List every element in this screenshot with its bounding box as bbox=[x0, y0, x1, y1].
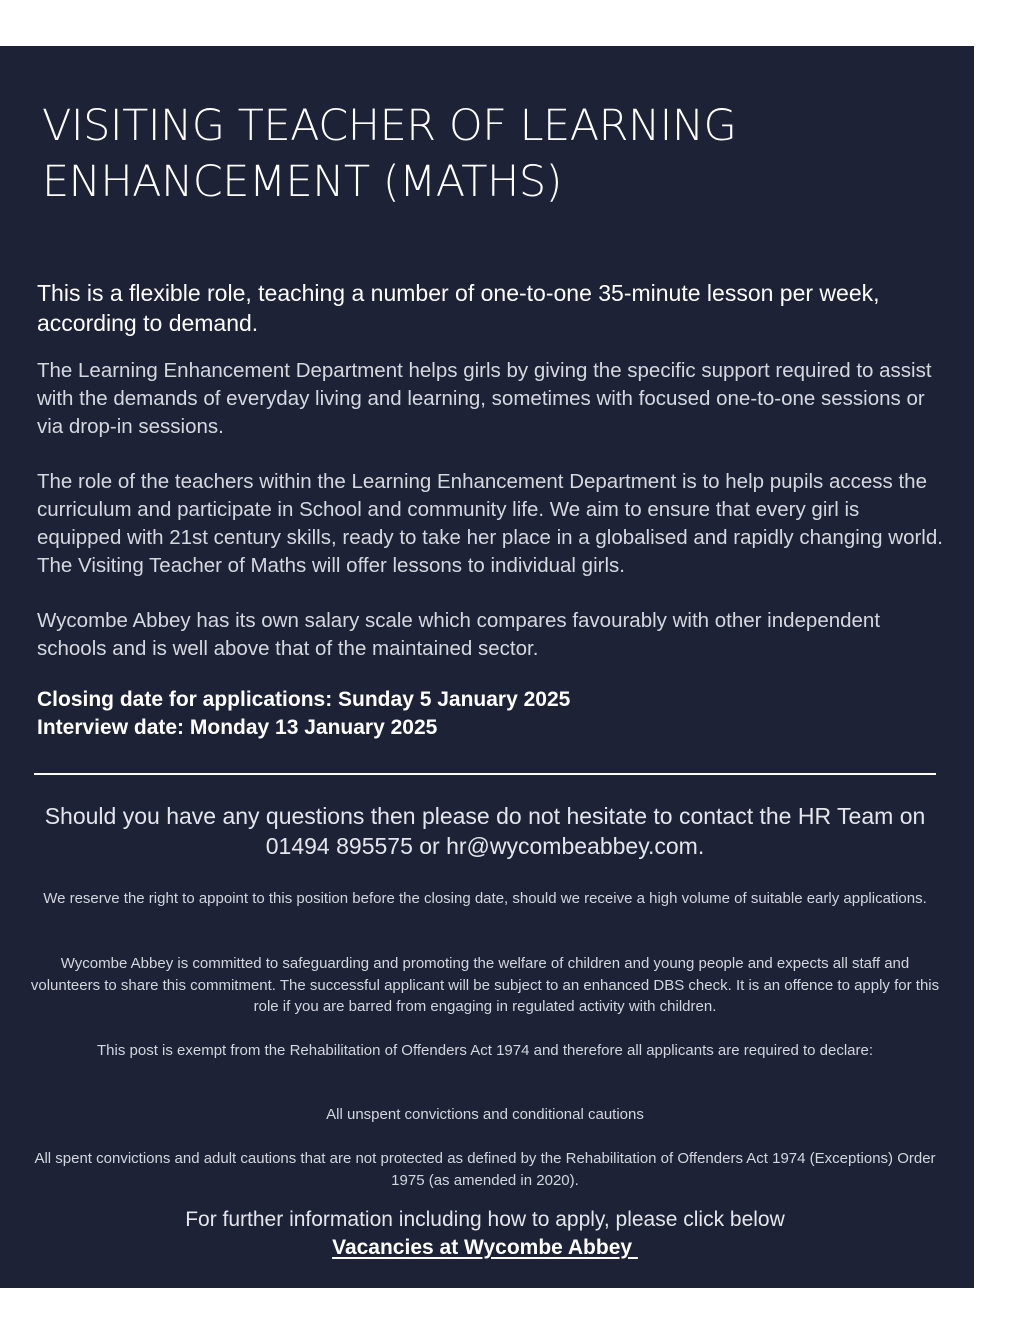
role-description: The role of the teachers within the Learning Enhancement Department is to help pupils access the curriculum and participate in School and community life. We aim to ensure that every girl is equipped with 21st century skills, ready to take her place in a globalised and rapidly changing world. The Visiting Teacher of Maths will offer lessons to individual girls. bbox=[37, 470, 943, 577]
page-title bbox=[42, 98, 922, 210]
title-line-2: ENHANCEMENT (MATHS) bbox=[42, 157, 562, 207]
title-line-1: VISITING TEACHER OF LEARNING bbox=[42, 101, 737, 151]
role-summary: This is a flexible role, teaching a number of one-to-one 35-minute lesson per week, according to demand. bbox=[37, 280, 880, 336]
department-description: The Learning Enhancement Department helps girls by giving the specific support required to assist with the demands of everyday living and learning, sometimes with focused one-to-one sessions or via drop-in sessions. bbox=[37, 359, 932, 438]
job-advert-panel bbox=[0, 46, 974, 1288]
rehabilitation-notice: This post is exempt from the Rehabilitation of Offenders Act 1974 and therefore all applicants are required to declare: bbox=[97, 1042, 873, 1059]
interview-date: Interview date: Monday 13 January 2025 bbox=[37, 716, 438, 739]
salary-description: Wycombe Abbey has its own salary scale which compares favourably with other independent schools and is well above that of the maintained sector. bbox=[37, 609, 881, 660]
further-info: For further information including how to apply, please click below bbox=[185, 1208, 785, 1231]
vacancies-link[interactable]: Vacancies at Wycombe Abbey bbox=[332, 1236, 638, 1259]
appointment-notice: We reserve the right to appoint to this position before the closing date, should we receive a high volume of suitable early applications. bbox=[43, 890, 927, 907]
key-dates bbox=[37, 686, 937, 742]
contact-info: Should you have any questions then please do not hesitate to contact the HR Team on 01494 895575 or hr@wycombeabbey.com. bbox=[44, 803, 926, 859]
safeguarding-notice: Wycombe Abbey is committed to safeguarding and promoting the welfare of children and young people and expects all staff and volunteers to share this commitment. The successful applicant will be subject to an enhanced DBS check. It is an offence to apply for this role if you are barred from engaging in regulated activity with children. bbox=[30, 955, 940, 1015]
spent-convictions-item: All spent convictions and adult cautions that are not protected as defined by the Rehabilitation of Offenders Act 1974 (Exceptions) Order 1975 (as amended in 2020). bbox=[34, 1150, 936, 1189]
unspent-convictions-item: All unspent convictions and conditional cautions bbox=[326, 1106, 644, 1123]
closing-date: Closing date for applications: Sunday 5 January 2025 bbox=[37, 688, 571, 711]
divider bbox=[34, 773, 936, 775]
